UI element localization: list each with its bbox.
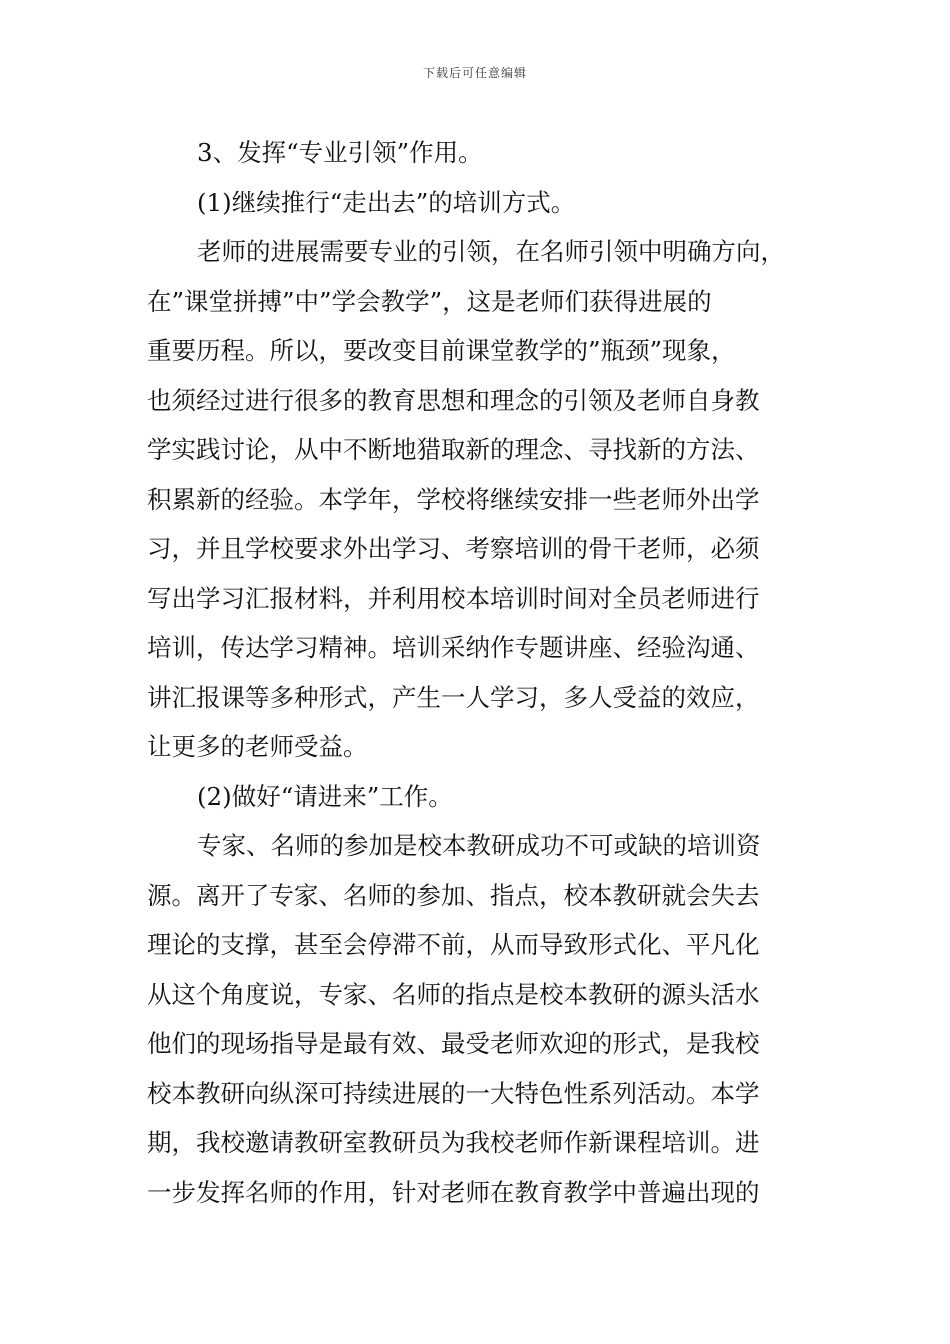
text-line: 从这个角度说，专家、名师的指点是校本教研的源头活水 <box>147 979 760 1009</box>
text-line: 培训，传达学习精神。培训采纳作专题讲座、经验沟通、 <box>147 633 760 662</box>
text-line: 他们的现场指导是最有效、最受老师欢迎的形式，是我校 <box>147 1029 760 1058</box>
text-line: 源。离开了专家、名师的参加、指点，校本教研就会失去 <box>147 880 760 910</box>
page-header: 下载后可任意编辑 <box>422 66 527 80</box>
text-line: 3、发挥“专业引领”作用。 <box>197 138 483 167</box>
text-line: 讲汇报课等多种形式，产生一人学习，多人受益的效应， <box>147 682 760 712</box>
text-line: 专家、名师的参加是校本教研成功不可或缺的培训资 <box>197 831 761 860</box>
text-line: 理论的支撑，甚至会停滞不前，从而导致形式化、平凡化 <box>147 930 760 959</box>
text-line: 学实践讨论，从中不断地猎取新的理念、寻找新的方法、 <box>147 435 760 464</box>
text-line: (1)继续推行“走出去”的培训方式。 <box>197 187 576 217</box>
text-line: 老师的进展需要专业的引领，在名师引领中明确方向， <box>197 237 785 266</box>
text-line: 期，我校邀请教研室教研员为我校老师作新课程培训。进 <box>147 1128 760 1157</box>
text-line: (2)做好“请进来”工作。 <box>197 781 453 811</box>
text-line: 习，并且学校要求外出学习、考察培训的骨干老师，必须 <box>147 534 760 563</box>
text-line: 积累新的经验。本学年，学校将继续安排一些老师外出学 <box>147 484 760 514</box>
document-body <box>147 128 827 1217</box>
text-line: 重要历程。所以，要改变目前课堂教学的”瓶颈”现象， <box>147 336 736 365</box>
text-line: 写出学习汇报材料，并利用校本培训时间对全员老师进行 <box>147 583 760 613</box>
text-line: 也须经过进行很多的教育思想和理念的引领及老师自身教 <box>147 385 760 415</box>
text-line: 校本教研向纵深可持续进展的一大特色性系列活动。本学 <box>147 1078 760 1108</box>
text-line: 让更多的老师受益。 <box>147 732 368 761</box>
text-line: 一步发挥名师的作用，针对老师在教育教学中普遍出现的 <box>147 1177 760 1207</box>
text-line: 在”课堂拼搏”中”学会教学”，这是老师们获得进展的 <box>147 286 712 316</box>
